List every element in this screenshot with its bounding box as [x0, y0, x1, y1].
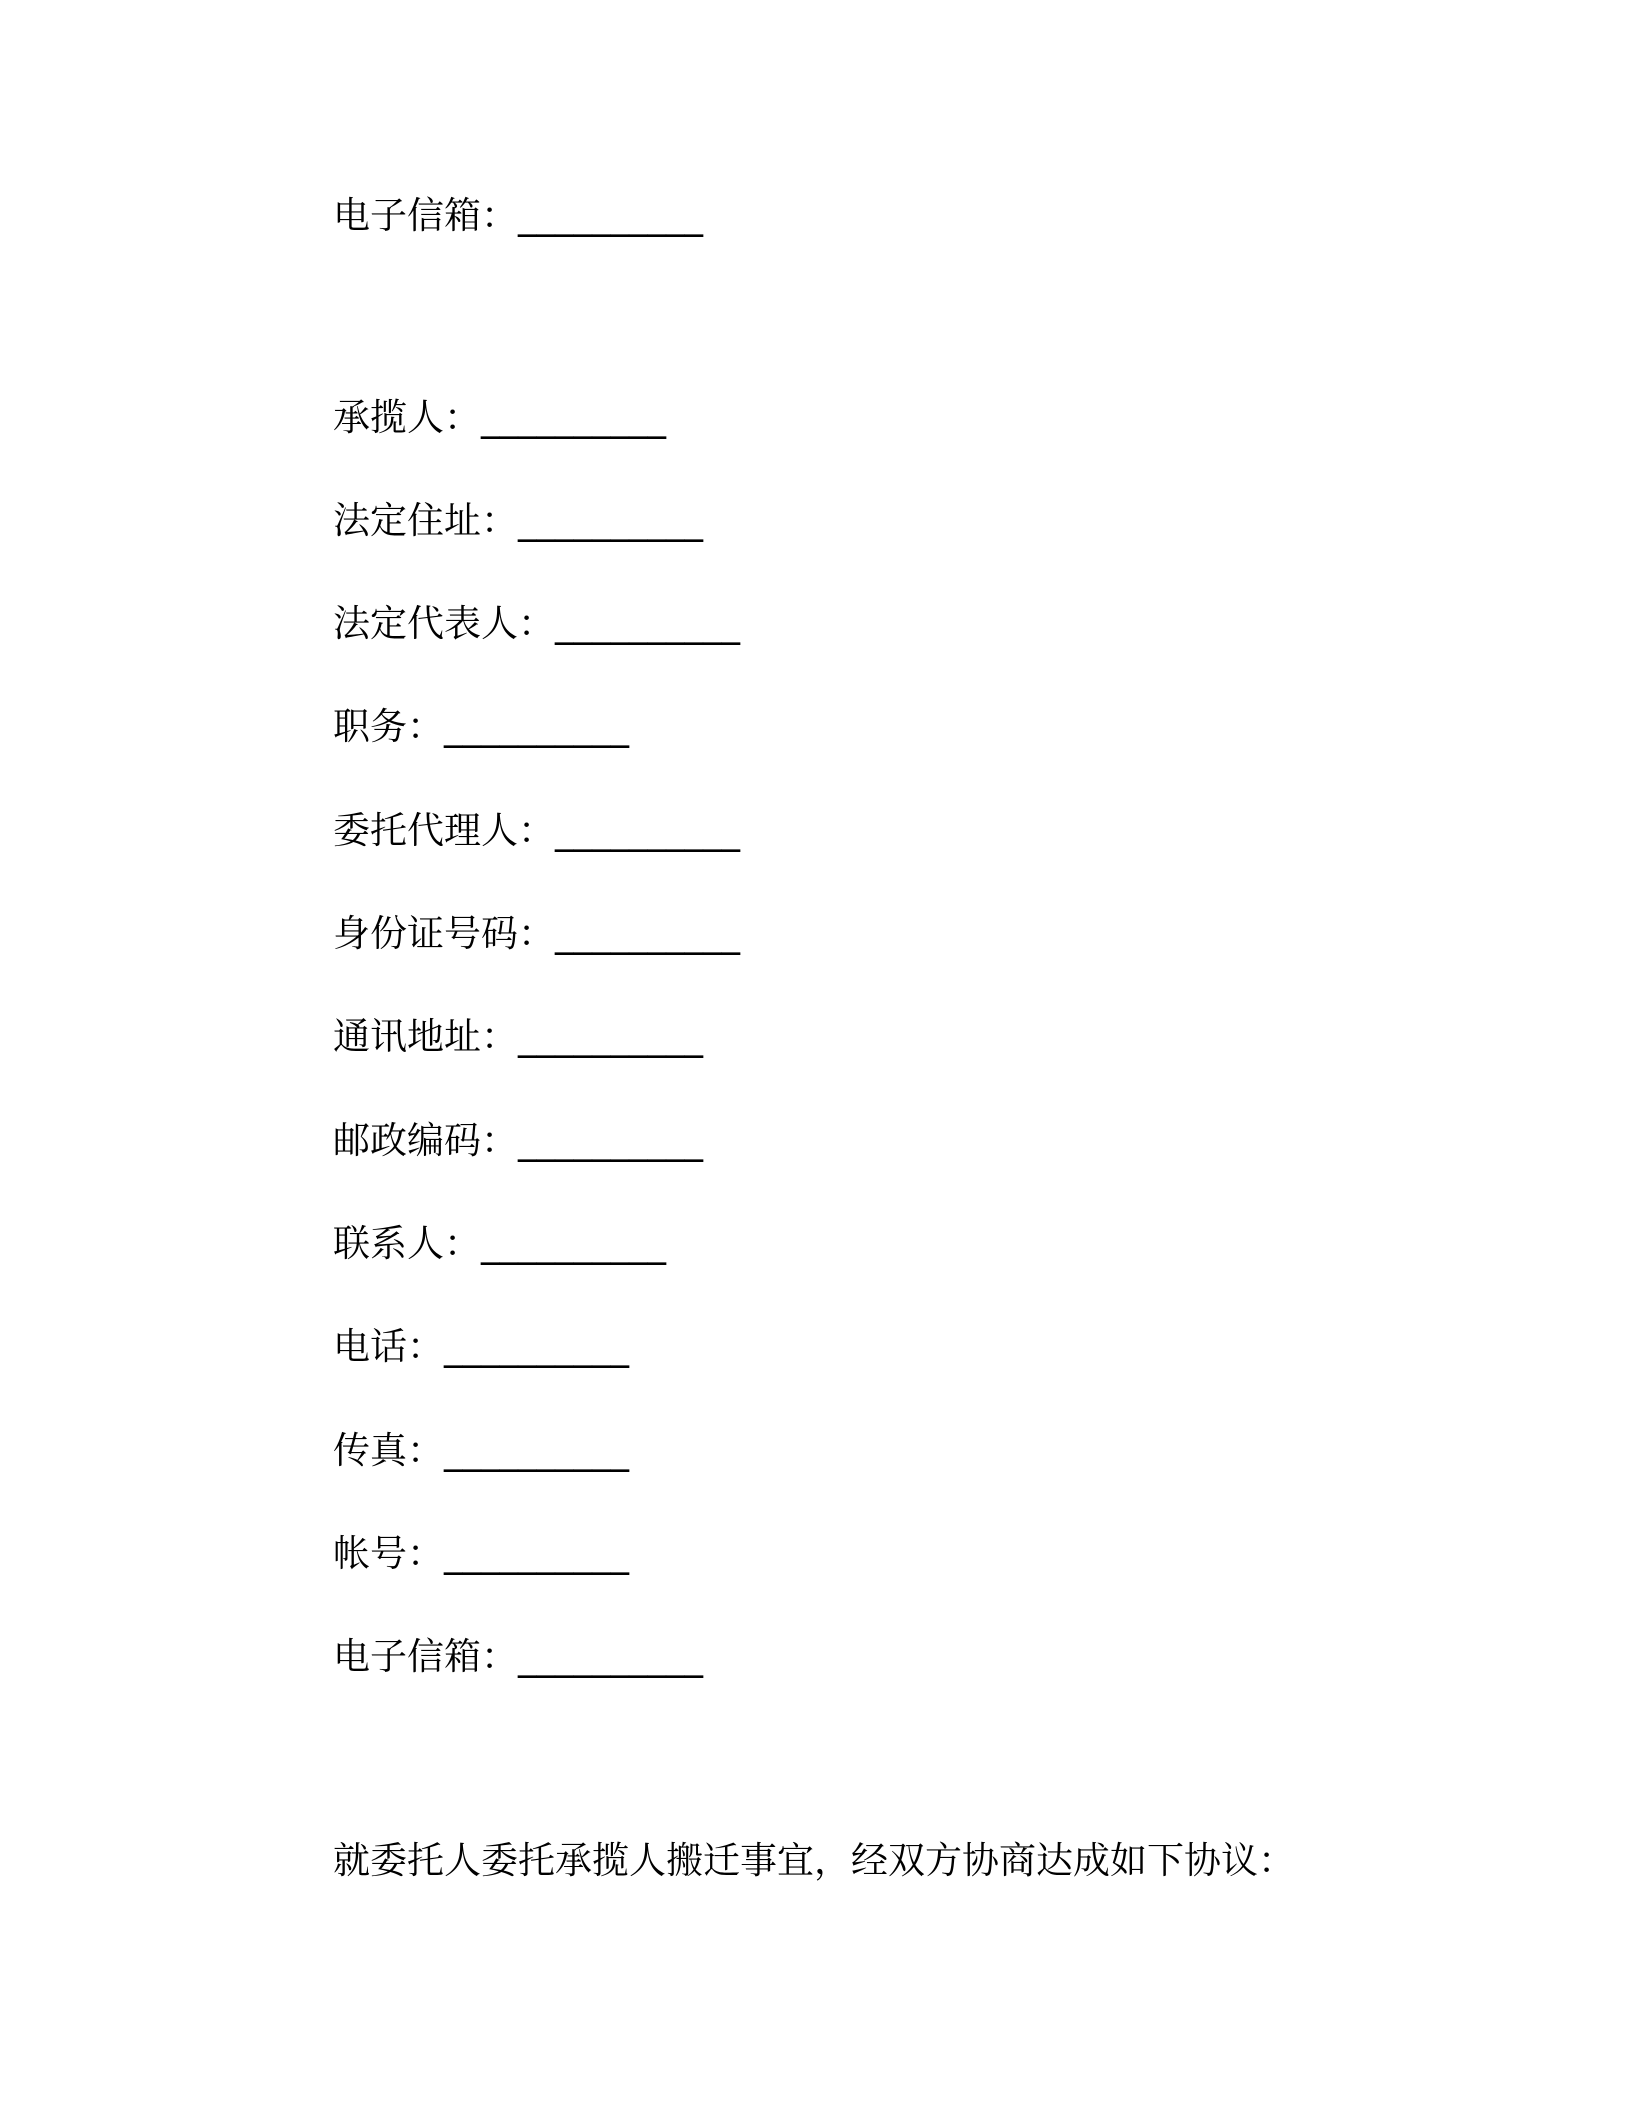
- field-label: 联系人：: [333, 1222, 481, 1265]
- field-postal-code: [333, 1116, 703, 1166]
- field-label: 邮政编码：: [333, 1119, 518, 1162]
- field-blank: __________: [555, 602, 740, 645]
- field-label: 委托代理人：: [333, 809, 555, 852]
- field-email-1: [333, 191, 703, 241]
- field-blank: __________: [518, 1635, 703, 1678]
- field-blank: __________: [481, 1222, 666, 1265]
- field-mailing-address: [333, 1012, 703, 1062]
- field-legal-representative: [333, 599, 740, 649]
- field-label: 电子信箱：: [333, 194, 518, 237]
- field-label: 承揽人：: [333, 396, 481, 439]
- field-id-number: [333, 909, 740, 959]
- field-contractor: [333, 393, 666, 443]
- field-blank: __________: [481, 396, 666, 439]
- field-fax: [333, 1426, 629, 1476]
- field-legal-address: [333, 496, 703, 546]
- field-label: 电子信箱：: [333, 1635, 518, 1678]
- agreement-intro: 就委托人委托承揽人搬迁事宜，经双方协商达成如下协议：: [333, 1839, 1295, 1882]
- field-label: 帐号：: [333, 1532, 444, 1575]
- field-account: [333, 1529, 629, 1579]
- field-label: 法定代表人：: [333, 602, 555, 645]
- field-position: [333, 702, 629, 752]
- field-blank: __________: [518, 1119, 703, 1162]
- field-blank: __________: [444, 1532, 629, 1575]
- field-label: 传真：: [333, 1429, 444, 1472]
- field-email-2: [333, 1632, 703, 1682]
- field-label: 职务：: [333, 705, 444, 748]
- field-blank: __________: [444, 1429, 629, 1472]
- field-label: 身份证号码：: [333, 912, 555, 955]
- field-contact-person: [333, 1219, 666, 1269]
- field-blank: __________: [518, 499, 703, 542]
- field-blank: __________: [518, 1015, 703, 1058]
- field-authorized-agent: [333, 806, 740, 856]
- field-label: 电话：: [333, 1325, 444, 1368]
- field-blank: __________: [555, 809, 740, 852]
- field-phone: [333, 1322, 629, 1372]
- field-label: 法定住址：: [333, 499, 518, 542]
- field-blank: __________: [444, 705, 629, 748]
- field-blank: __________: [518, 194, 703, 237]
- field-blank: __________: [555, 912, 740, 955]
- field-blank: __________: [444, 1325, 629, 1368]
- field-label: 通讯地址：: [333, 1015, 518, 1058]
